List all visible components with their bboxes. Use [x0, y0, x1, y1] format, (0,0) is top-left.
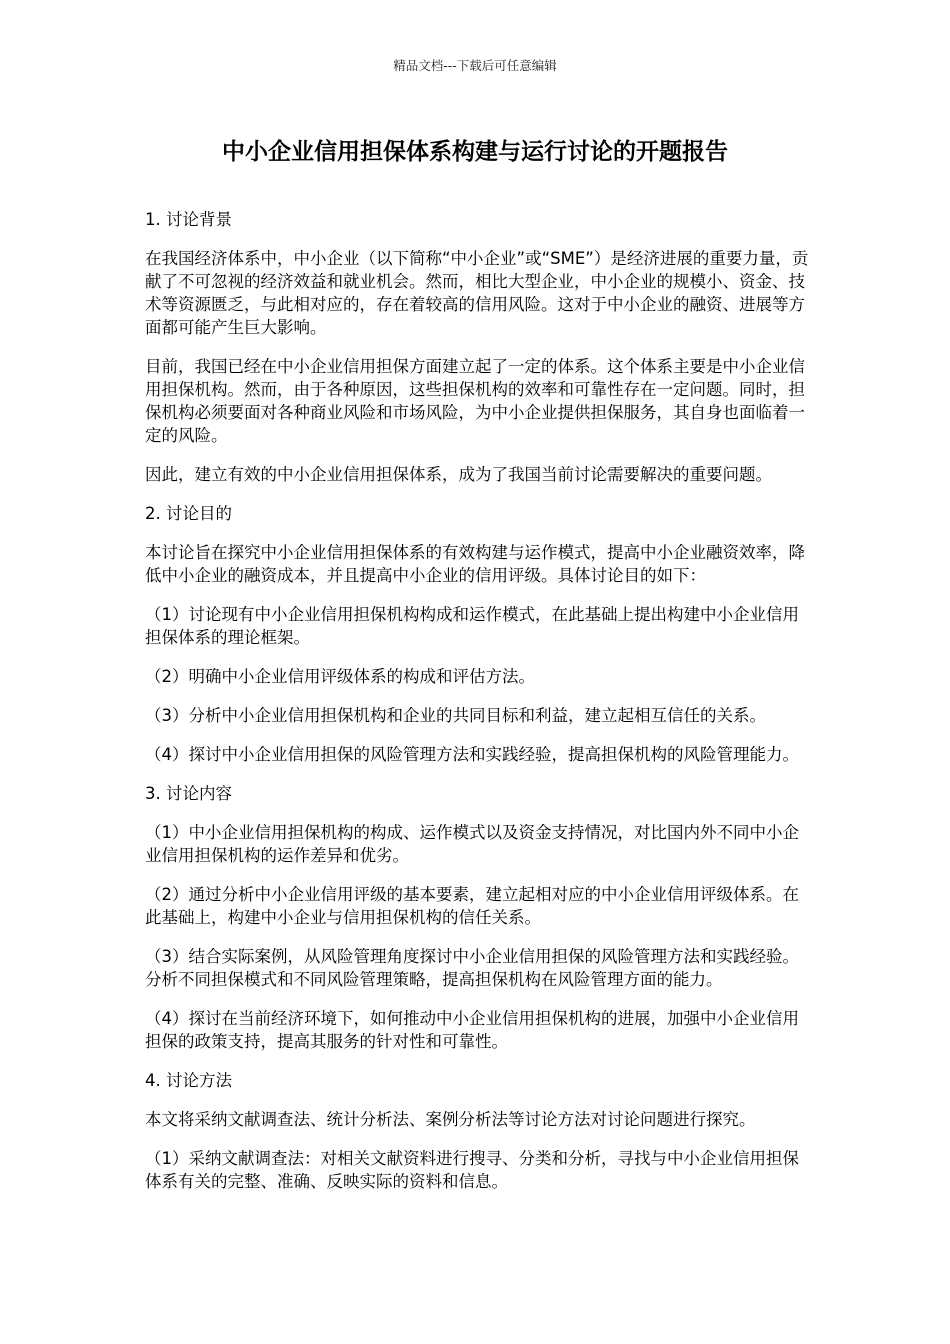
list-item: （2）通过分析中小企业信用评级的基本要素，建立起相对应的中小企业信用评级体系。在此基础上，构建中小企业与信用担保机构的信任关系。 [145, 885, 799, 927]
paragraph: 在我国经济体系中，中小企业（以下简称“中小企业”或“SME”）是经济进展的重要力量，贡献了不可忽视的经济效益和就业机会。然而，相比大型企业，中小企业的规模小、资金、技术等资源匮乏，与此相对应的，存在着较高的信用风险。这对于中小企业的融资、进展等方面都可能产生巨大影响。 [145, 249, 809, 337]
list-item: （1）中小企业信用担保机构的构成、运作模式以及资金支持情况，对比国内外不同中小企业信用担保机构的运作差异和优劣。 [145, 823, 799, 865]
list-item: （2）明确中小企业信用评级体系的构成和评估方法。 [145, 667, 535, 686]
list-item: （4）探讨在当前经济环境下，如何推动中小企业信用担保机构的进展，加强中小企业信用担保的政策支持，提高其服务的针对性和可靠性。 [145, 1009, 799, 1051]
document-title: 中小企业信用担保体系构建与运行讨论的开题报告 [222, 139, 728, 165]
list-item: （3）分析中小企业信用担保机构和企业的共同目标和利益，建立起相互信任的关系。 [145, 706, 766, 725]
paragraph: 目前，我国已经在中小企业信用担保方面建立起了一定的体系。这个体系主要是中小企业信用担保机构。然而，由于各种原因，这些担保机构的效率和可靠性存在一定问题。同时，担保机构必须要面对各种商业风险和市场风险，为中小企业提供担保服务，其自身也面临着一定的风险。 [145, 357, 805, 445]
list-item: （1）采纳文献调查法：对相关文献资料进行搜寻、分类和分析，寻找与中小企业信用担保体系有关的完整、准确、反映实际的资料和信息。 [145, 1149, 799, 1191]
list-item: （1）讨论现有中小企业信用担保机构构成和运作模式，在此基础上提出构建中小企业信用担保体系的理论框架。 [145, 605, 799, 647]
section-heading: 4. 讨论方法 [145, 1071, 232, 1090]
paragraph: 因此，建立有效的中小企业信用担保体系，成为了我国当前讨论需要解决的重要问题。 [145, 465, 772, 484]
section-heading: 3. 讨论内容 [145, 784, 232, 803]
list-item: （3）结合实际案例，从风险管理角度探讨中小企业信用担保的风险管理方法和实践经验。分析不同担保模式和不同风险管理策略，提高担保机构在风险管理方面的能力。 [145, 947, 799, 989]
list-item: （4）探讨中小企业信用担保的风险管理方法和实践经验，提高担保机构的风险管理能力。 [145, 745, 799, 764]
paragraph: 本文将采纳文献调查法、统计分析法、案例分析法等讨论方法对讨论问题进行探究。 [145, 1110, 756, 1129]
page-header: 精品文档---下载后可任意编辑 [393, 58, 557, 73]
paragraph: 本讨论旨在探究中小企业信用担保体系的有效构建与运作模式，提高中小企业融资效率，降低中小企业的融资成本，并且提高中小企业的信用评级。具体讨论目的如下： [145, 543, 805, 585]
section-heading: 1. 讨论背景 [145, 210, 232, 229]
section-heading: 2. 讨论目的 [145, 504, 232, 523]
document-body [145, 208, 813, 1209]
